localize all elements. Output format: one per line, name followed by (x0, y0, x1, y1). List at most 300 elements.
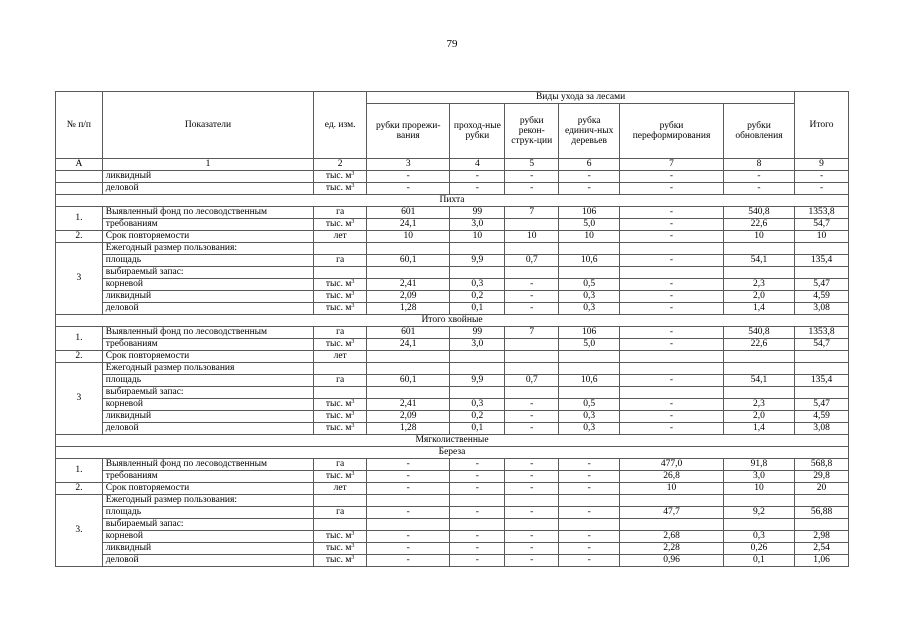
value-cell: - (505, 507, 559, 519)
table-row (56, 483, 849, 495)
value-cell: 5,47 (795, 279, 849, 291)
value-cell: - (620, 279, 724, 291)
value-cell (723, 267, 794, 279)
num-cell: 2. (56, 231, 103, 243)
value-cell (367, 519, 450, 531)
value-cell: - (367, 543, 450, 555)
table-row (56, 399, 849, 411)
value-cell: 2,28 (620, 543, 724, 555)
value-cell: 0,3 (450, 399, 505, 411)
indicator-cell: ликвидный (102, 291, 313, 303)
value-cell: 29,8 (795, 471, 849, 483)
value-cell: - (450, 459, 505, 471)
num-cell: 3. (56, 495, 103, 567)
indicator-cell: выбираемый запас: (102, 519, 313, 531)
value-cell: - (450, 483, 505, 495)
value-cell (505, 219, 559, 231)
value-cell (620, 519, 724, 531)
value-cell (367, 495, 450, 507)
cube-superscript: 3 (351, 339, 355, 345)
value-cell: 10 (723, 231, 794, 243)
section-heading: Пихта (56, 195, 849, 207)
value-cell: - (559, 459, 620, 471)
indicator-cell: ликвидный (102, 411, 313, 423)
indicator-cell: ликвидный (102, 171, 313, 183)
value-cell: 26,8 (620, 471, 724, 483)
col-header-reconstruction: рубки рекон-струк-ции (505, 104, 559, 159)
index-cell: 5 (505, 159, 559, 171)
value-cell: 10,6 (559, 375, 620, 387)
value-cell: 0,5 (559, 279, 620, 291)
col-header-num: № п/п (56, 92, 103, 159)
unit-cell: тыс. $м^3$ (314, 171, 367, 183)
header-row-1 (56, 92, 849, 104)
value-cell: - (505, 543, 559, 555)
value-cell: - (620, 207, 724, 219)
indicator-cell: деловой (102, 303, 313, 315)
value-cell (367, 243, 450, 255)
cube-superscript: 3 (351, 279, 355, 285)
table-row (56, 543, 849, 555)
value-cell (314, 387, 367, 399)
value-cell: 9,9 (450, 255, 505, 267)
value-cell: - (559, 543, 620, 555)
num-cell (56, 183, 103, 195)
value-cell (795, 519, 849, 531)
indicator-cell: площадь (102, 255, 313, 267)
value-cell (367, 387, 450, 399)
table-row (56, 183, 849, 195)
cube-superscript: 3 (351, 423, 355, 429)
value-cell: 22,6 (723, 339, 794, 351)
value-cell: 9,9 (450, 375, 505, 387)
value-cell: 9,2 (723, 507, 794, 519)
section-heading-row (56, 447, 849, 459)
col-header-unit: ед. изм. (314, 92, 367, 159)
value-cell: 7 (505, 327, 559, 339)
indicator-cell: деловой (102, 555, 313, 567)
table-row (56, 171, 849, 183)
num-cell: 2. (56, 351, 103, 363)
value-cell (314, 267, 367, 279)
value-cell (505, 387, 559, 399)
value-cell: 0,1 (723, 555, 794, 567)
indicator-cell: требованиям (102, 219, 313, 231)
table-row (56, 303, 849, 315)
indicator-cell: Срок повторяемости (102, 483, 313, 495)
value-cell: 91,8 (723, 459, 794, 471)
unit-cell: тыс. $м^3$ (314, 555, 367, 567)
value-cell: - (505, 459, 559, 471)
unit-cell: тыс. $м^3$ (314, 471, 367, 483)
value-cell: 24,1 (367, 339, 450, 351)
table-row (56, 471, 849, 483)
cube-superscript: 3 (351, 291, 355, 297)
cube-superscript: 3 (351, 303, 355, 309)
value-cell: - (620, 411, 724, 423)
value-cell: 1353,8 (795, 327, 849, 339)
value-cell: - (505, 291, 559, 303)
value-cell: - (450, 507, 505, 519)
table-row (56, 291, 849, 303)
col-header-indicator: Показатели (102, 92, 313, 159)
section-heading-row (56, 195, 849, 207)
table-row (56, 219, 849, 231)
value-cell (314, 519, 367, 531)
value-cell: 1,06 (795, 555, 849, 567)
value-cell: 2,0 (723, 291, 794, 303)
indicator-cell: Выявленный фонд по лесоводственным (102, 207, 313, 219)
indicator-cell: корневой (102, 279, 313, 291)
value-cell (559, 267, 620, 279)
value-cell (723, 363, 794, 375)
value-cell: - (620, 171, 724, 183)
value-cell (450, 519, 505, 531)
indicator-cell: Ежегодный размер пользования: (102, 243, 313, 255)
value-cell (620, 495, 724, 507)
value-cell: - (367, 171, 450, 183)
value-cell: - (795, 183, 849, 195)
value-cell: 106 (559, 207, 620, 219)
unit-cell: га (314, 507, 367, 519)
value-cell: - (723, 171, 794, 183)
value-cell: 0,5 (559, 399, 620, 411)
value-cell: 0,3 (559, 411, 620, 423)
value-cell: - (620, 375, 724, 387)
value-cell: 1,28 (367, 423, 450, 435)
unit-cell: га (314, 327, 367, 339)
value-cell (505, 363, 559, 375)
value-cell: 3,0 (723, 471, 794, 483)
value-cell: 24,1 (367, 219, 450, 231)
table-row (56, 339, 849, 351)
value-cell: - (620, 219, 724, 231)
value-cell (314, 243, 367, 255)
value-cell: - (620, 231, 724, 243)
value-cell: 10 (450, 231, 505, 243)
value-cell (620, 363, 724, 375)
value-cell (795, 243, 849, 255)
table-row (56, 243, 849, 255)
table-row (56, 423, 849, 435)
unit-cell: тыс. $м^3$ (314, 399, 367, 411)
value-cell: 0,1 (450, 303, 505, 315)
table-row (56, 327, 849, 339)
value-cell: 3,08 (795, 423, 849, 435)
value-cell: 4,59 (795, 291, 849, 303)
table-row (56, 495, 849, 507)
value-cell: - (367, 507, 450, 519)
table-body (56, 92, 849, 567)
value-cell (505, 495, 559, 507)
value-cell: 47,7 (620, 507, 724, 519)
unit-cell: га (314, 459, 367, 471)
value-cell (723, 387, 794, 399)
num-cell: 1. (56, 459, 103, 483)
table-row (56, 255, 849, 267)
value-cell: 540,8 (723, 207, 794, 219)
value-cell: - (450, 171, 505, 183)
value-cell: 601 (367, 207, 450, 219)
value-cell: 22,6 (723, 219, 794, 231)
section-heading-row (56, 315, 849, 327)
section-heading: Итого хвойные (56, 315, 849, 327)
value-cell: - (367, 471, 450, 483)
indicator-cell: ликвидный (102, 543, 313, 555)
indicator-cell: деловой (102, 423, 313, 435)
col-header-thinning: рубки прорежи-вания (367, 104, 450, 159)
cube-superscript: 3 (351, 543, 355, 549)
value-cell: 4,59 (795, 411, 849, 423)
index-cell: 4 (450, 159, 505, 171)
value-cell: - (620, 339, 724, 351)
indicator-cell: Ежегодный размер пользования (102, 363, 313, 375)
unit-cell: га (314, 207, 367, 219)
index-cell: 1 (102, 159, 313, 171)
unit-cell: тыс. $м^3$ (314, 291, 367, 303)
indicator-cell: корневой (102, 531, 313, 543)
value-cell: - (450, 183, 505, 195)
index-cell: 2 (314, 159, 367, 171)
value-cell: 10 (795, 231, 849, 243)
indicator-cell: Срок повторяемости (102, 351, 313, 363)
value-cell: - (505, 411, 559, 423)
value-cell: 54,1 (723, 375, 794, 387)
value-cell: 10 (620, 483, 724, 495)
unit-cell: га (314, 255, 367, 267)
value-cell (450, 495, 505, 507)
num-cell: 1. (56, 327, 103, 351)
value-cell (559, 387, 620, 399)
value-cell: - (505, 171, 559, 183)
value-cell: - (367, 483, 450, 495)
col-header-total: Итого (795, 92, 849, 159)
table-row (56, 363, 849, 375)
value-cell: 20 (795, 483, 849, 495)
value-cell (559, 363, 620, 375)
value-cell (367, 351, 450, 363)
unit-cell: тыс. $м^3$ (314, 423, 367, 435)
value-cell: - (620, 423, 724, 435)
table-row (56, 231, 849, 243)
cube-superscript: 3 (351, 171, 355, 177)
indicator-cell: требованиям (102, 471, 313, 483)
value-cell: - (620, 399, 724, 411)
indicator-cell: Ежегодный размер пользования: (102, 495, 313, 507)
value-cell: 0,96 (620, 555, 724, 567)
value-cell: 540,8 (723, 327, 794, 339)
value-cell: 99 (450, 207, 505, 219)
num-cell (56, 171, 103, 183)
index-cell: 6 (559, 159, 620, 171)
value-cell: - (505, 303, 559, 315)
value-cell: 0,26 (723, 543, 794, 555)
value-cell: 10 (367, 231, 450, 243)
value-cell: - (505, 183, 559, 195)
value-cell (367, 267, 450, 279)
value-cell (795, 387, 849, 399)
value-cell: - (559, 507, 620, 519)
table-row (56, 267, 849, 279)
index-cell: 9 (795, 159, 849, 171)
value-cell: - (367, 531, 450, 543)
value-cell: - (505, 555, 559, 567)
cube-superscript: 3 (351, 399, 355, 405)
value-cell: - (450, 555, 505, 567)
indicator-cell: деловой (102, 183, 313, 195)
value-cell (559, 495, 620, 507)
value-cell: - (559, 555, 620, 567)
value-cell: 0,7 (505, 375, 559, 387)
value-cell: 135,4 (795, 375, 849, 387)
value-cell: 0,3 (559, 291, 620, 303)
table-row (56, 375, 849, 387)
value-cell: - (795, 171, 849, 183)
table-row (56, 555, 849, 567)
table-row (56, 411, 849, 423)
value-cell: 0,2 (450, 411, 505, 423)
value-cell: 477,0 (620, 459, 724, 471)
value-cell (723, 519, 794, 531)
value-cell: 0,2 (450, 291, 505, 303)
cube-superscript: 3 (351, 411, 355, 417)
value-cell: 3,0 (450, 219, 505, 231)
cube-superscript: 3 (351, 183, 355, 189)
table-row (56, 507, 849, 519)
value-cell (723, 351, 794, 363)
forest-care-table (55, 91, 849, 567)
value-cell: - (505, 483, 559, 495)
unit-cell: лет (314, 483, 367, 495)
value-cell: 601 (367, 327, 450, 339)
num-cell: 3 (56, 243, 103, 315)
col-header-single-tree: рубка единич-ных деревьев (559, 104, 620, 159)
value-cell: 99 (450, 327, 505, 339)
value-cell: 0,3 (450, 279, 505, 291)
index-row (56, 159, 849, 171)
unit-cell: тыс. $м^3$ (314, 543, 367, 555)
value-cell (723, 243, 794, 255)
value-cell: - (505, 471, 559, 483)
index-cell: А (56, 159, 103, 171)
value-cell: - (505, 279, 559, 291)
value-cell: - (367, 183, 450, 195)
value-cell: - (559, 483, 620, 495)
table-row (56, 207, 849, 219)
value-cell (505, 351, 559, 363)
value-cell (559, 243, 620, 255)
page-number: 79 (446, 38, 458, 50)
value-cell: - (620, 291, 724, 303)
indicator-cell: выбираемый запас: (102, 267, 313, 279)
unit-cell: тыс. $м^3$ (314, 183, 367, 195)
indicator-cell: площадь (102, 375, 313, 387)
value-cell: 56,88 (795, 507, 849, 519)
value-cell: - (559, 171, 620, 183)
value-cell (620, 267, 724, 279)
value-cell: - (505, 423, 559, 435)
indicator-cell: Срок повторяемости (102, 231, 313, 243)
value-cell (314, 495, 367, 507)
value-cell: 2,54 (795, 543, 849, 555)
value-cell: - (723, 183, 794, 195)
value-cell: - (450, 531, 505, 543)
value-cell: 0,7 (505, 255, 559, 267)
value-cell (795, 363, 849, 375)
value-cell: - (505, 399, 559, 411)
value-cell: 10,6 (559, 255, 620, 267)
value-cell: 54,1 (723, 255, 794, 267)
value-cell (559, 351, 620, 363)
value-cell: 2,41 (367, 399, 450, 411)
value-cell: 60,1 (367, 375, 450, 387)
table-row (56, 387, 849, 399)
value-cell: - (559, 183, 620, 195)
unit-cell: тыс. $м^3$ (314, 339, 367, 351)
value-cell: 0,3 (559, 423, 620, 435)
value-cell: - (450, 471, 505, 483)
col-group-header: Виды ухода за лесами (367, 92, 795, 104)
value-cell: 0,3 (559, 303, 620, 315)
value-cell: 7 (505, 207, 559, 219)
value-cell (505, 267, 559, 279)
value-cell: 3,08 (795, 303, 849, 315)
cube-superscript: 3 (351, 219, 355, 225)
unit-cell: тыс. $м^3$ (314, 219, 367, 231)
value-cell (795, 495, 849, 507)
col-header-renewal: рубки обновления (723, 104, 794, 159)
value-cell (450, 387, 505, 399)
value-cell: 10 (559, 231, 620, 243)
value-cell: 2,41 (367, 279, 450, 291)
table-row (56, 351, 849, 363)
value-cell: - (620, 183, 724, 195)
value-cell: - (559, 531, 620, 543)
value-cell: - (450, 543, 505, 555)
value-cell (795, 351, 849, 363)
indicator-cell: площадь (102, 507, 313, 519)
index-cell: 7 (620, 159, 724, 171)
indicator-cell: Выявленный фонд по лесоводственным (102, 327, 313, 339)
section-heading-row (56, 435, 849, 447)
value-cell: 106 (559, 327, 620, 339)
value-cell (450, 351, 505, 363)
section-heading: Береза (56, 447, 849, 459)
value-cell: 2,3 (723, 279, 794, 291)
value-cell: 2,98 (795, 531, 849, 543)
value-cell: 60,1 (367, 255, 450, 267)
value-cell: 54,7 (795, 219, 849, 231)
table-row (56, 459, 849, 471)
value-cell: 2,0 (723, 411, 794, 423)
indicator-cell: корневой (102, 399, 313, 411)
value-cell (620, 243, 724, 255)
value-cell (559, 519, 620, 531)
value-cell (620, 387, 724, 399)
value-cell: - (620, 303, 724, 315)
value-cell (450, 267, 505, 279)
num-cell: 1. (56, 207, 103, 231)
value-cell (505, 519, 559, 531)
value-cell: - (367, 459, 450, 471)
num-cell: 2. (56, 483, 103, 495)
value-cell: 568,8 (795, 459, 849, 471)
unit-cell: тыс. $м^3$ (314, 531, 367, 543)
num-cell: 3 (56, 363, 103, 435)
value-cell (314, 363, 367, 375)
value-cell (505, 243, 559, 255)
value-cell (723, 495, 794, 507)
